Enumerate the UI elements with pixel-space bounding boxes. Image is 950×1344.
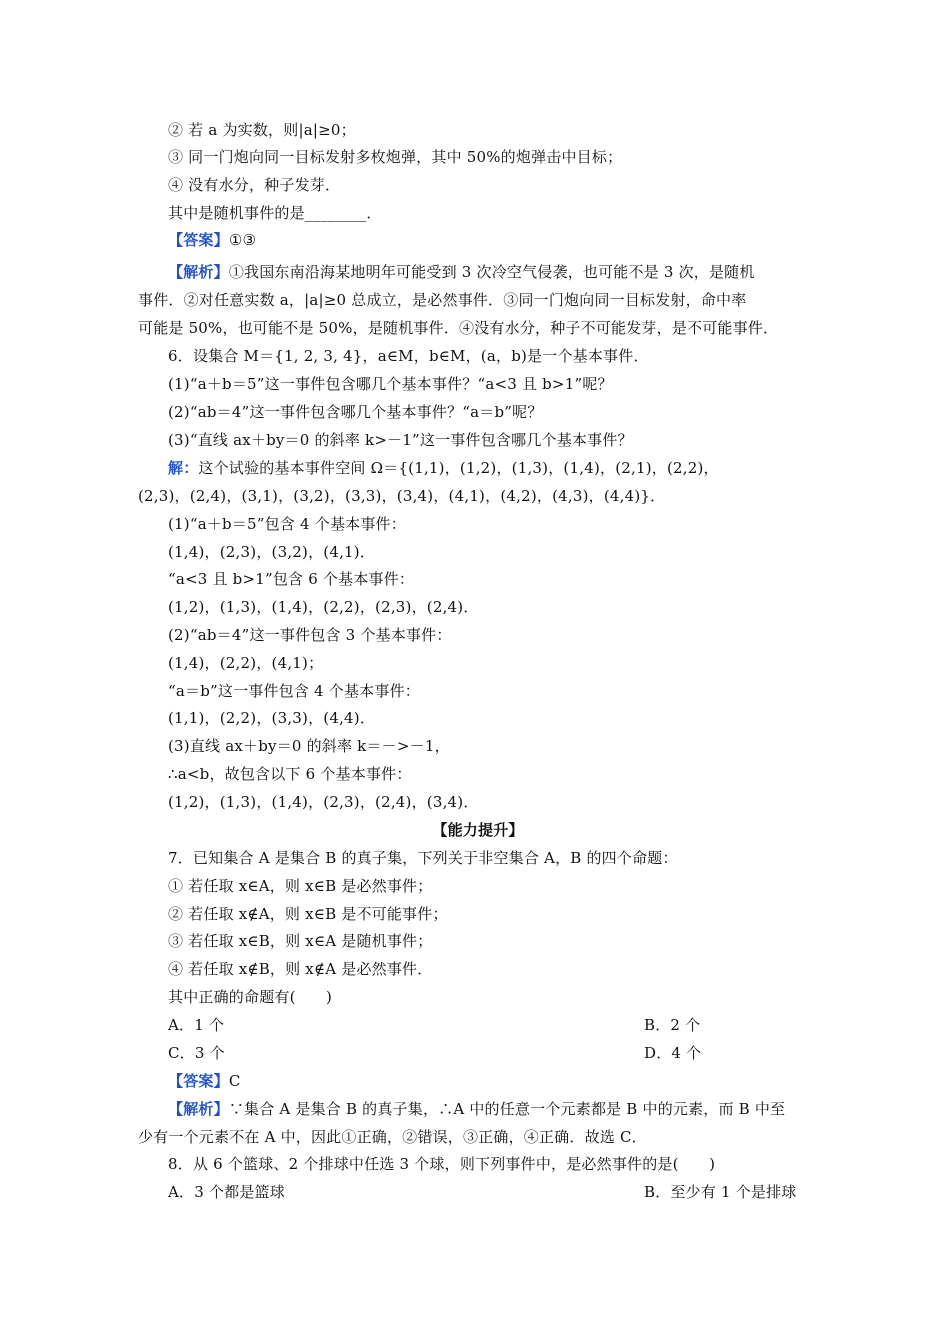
text-line: ① 若任取 x∈A，则 x∈B 是必然事件；	[168, 877, 433, 895]
text-line: ② 若 a 为实数，则|a|≥0；	[168, 121, 356, 139]
text-line: (3)直线 ax＋by＝0 的斜率 k＝－>－1，	[168, 737, 450, 755]
text-line: (1,4)，(2,2)，(4,1)；	[168, 654, 324, 672]
text-line: 其中正确的命题有( )	[168, 988, 333, 1006]
analysis-tag: 【解析】	[168, 263, 229, 281]
section-heading: 【能力提升】	[432, 821, 524, 839]
text-line: 事件．②对任意实数 a，|a|≥0 总成立，是必然事件．③同一门炮向同一目标发射，命中率	[138, 291, 747, 309]
solution-tag: 解：	[168, 459, 199, 477]
text-line: (3)“直线 ax＋by＝0 的斜率 k>－1”这一事件包含哪几个基本事件？	[168, 431, 633, 449]
question-8: 8．从 6 个篮球、2 个排球中任选 3 个球，则下列事件中，是必然事件的是( )	[168, 1155, 716, 1173]
answer-line	[168, 230, 848, 250]
text-line: (1)“a＋b＝5”包含 4 个基本事件：	[168, 515, 406, 533]
text-line: (1,1)，(2,2)，(3,3)，(4,4)．	[168, 709, 376, 727]
text-line: (1,2)，(1,3)，(1,4)，(2,3)，(2,4)，(3,4)．	[168, 793, 479, 811]
option-row	[168, 1015, 848, 1035]
analysis-text: ①我国东南沿海某地明年可能受到 3 次冷空气侵袭，也可能不是 3 次，是随机	[228, 263, 755, 281]
solution-line	[168, 458, 848, 478]
answer-tag: 【答案】	[168, 231, 229, 249]
answer-line	[168, 1071, 848, 1091]
analysis-tag: 【解析】	[168, 1100, 229, 1118]
text-line: 少有一个元素不在 A 中，因此①正确，②错误，③正确，④正确．故选 C．	[138, 1128, 647, 1146]
text-line: 可能是 50%，也可能不是 50%，是随机事件．④没有水分，种子不可能发芽，是不可能事件．	[138, 319, 779, 337]
text-line: “a＝b”这一事件包含 4 个基本事件：	[168, 682, 420, 700]
text-line: ③ 同一门炮向同一目标发射多枚炮弹，其中 50%的炮弹击中目标；	[168, 148, 623, 166]
text-line: ④ 若任取 x∉B，则 x∉A 是必然事件．	[168, 960, 433, 978]
question-7: 7．已知集合 A 是集合 B 的真子集，下列关于非空集合 A，B 的四个命题：	[168, 849, 678, 867]
text-line: (1,4)，(2,3)，(3,2)，(4,1)．	[168, 543, 376, 561]
text-line: (1)“a＋b＝5”这一事件包含哪几个基本事件？“a<3 且 b>1”呢？	[168, 375, 613, 393]
text-line: (2,3)，(2,4)，(3,1)，(3,2)，(3,3)，(3,4)，(4,1)，(4,2)，(4,3)，(4,4)}．	[138, 487, 666, 505]
question-6: 6．设集合 M＝{1, 2, 3, 4}，a∈M，b∈M，(a，b)是一个基本事件．	[168, 347, 649, 365]
option-b: B．2 个	[644, 1016, 701, 1034]
answer-text: ①③	[228, 231, 257, 249]
text-line: (2)“ab＝4”这一事件包含哪几个基本事件？“a＝b”呢？	[168, 403, 543, 421]
answer-tag: 【答案】	[168, 1072, 229, 1090]
text-line: ③ 若任取 x∈B，则 x∈A 是随机事件；	[168, 932, 433, 950]
option-b: B．至少有 1 个是排球	[644, 1183, 797, 1201]
option-a: A．3 个都是篮球	[168, 1183, 285, 1201]
option-row	[168, 1182, 848, 1202]
text-line: “a<3 且 b>1”包含 6 个基本事件：	[168, 570, 415, 588]
analysis-line	[168, 262, 848, 282]
analysis-text: ∵集合 A 是集合 B 的真子集，∴A 中的任意一个元素都是 B 中的元素，而 B 中至	[228, 1100, 786, 1118]
option-row	[168, 1043, 848, 1063]
option-d: D．4 个	[644, 1044, 702, 1062]
option-c: C．3 个	[168, 1044, 225, 1062]
text-line: (1,2)，(1,3)，(1,4)，(2,2)，(2,3)，(2,4)．	[168, 598, 479, 616]
text-line: (2)“ab＝4”这一事件包含 3 个基本事件：	[168, 626, 452, 644]
text-line: ② 若任取 x∉A，则 x∈B 是不可能事件；	[168, 905, 448, 923]
solution-text: 这个试验的基本事件空间 Ω＝{(1,1)，(1,2)，(1,3)，(1,4)，(2,1)，(2,2)，	[198, 459, 719, 477]
text-line: ④ 没有水分，种子发芽．	[168, 176, 341, 194]
analysis-line	[168, 1099, 848, 1119]
text-line: 其中是随机事件的是________．	[168, 204, 382, 222]
option-a: A．1 个	[168, 1016, 225, 1034]
answer-text: C	[228, 1072, 241, 1090]
text-line: ∴a<b，故包含以下 6 个基本事件：	[168, 765, 412, 783]
